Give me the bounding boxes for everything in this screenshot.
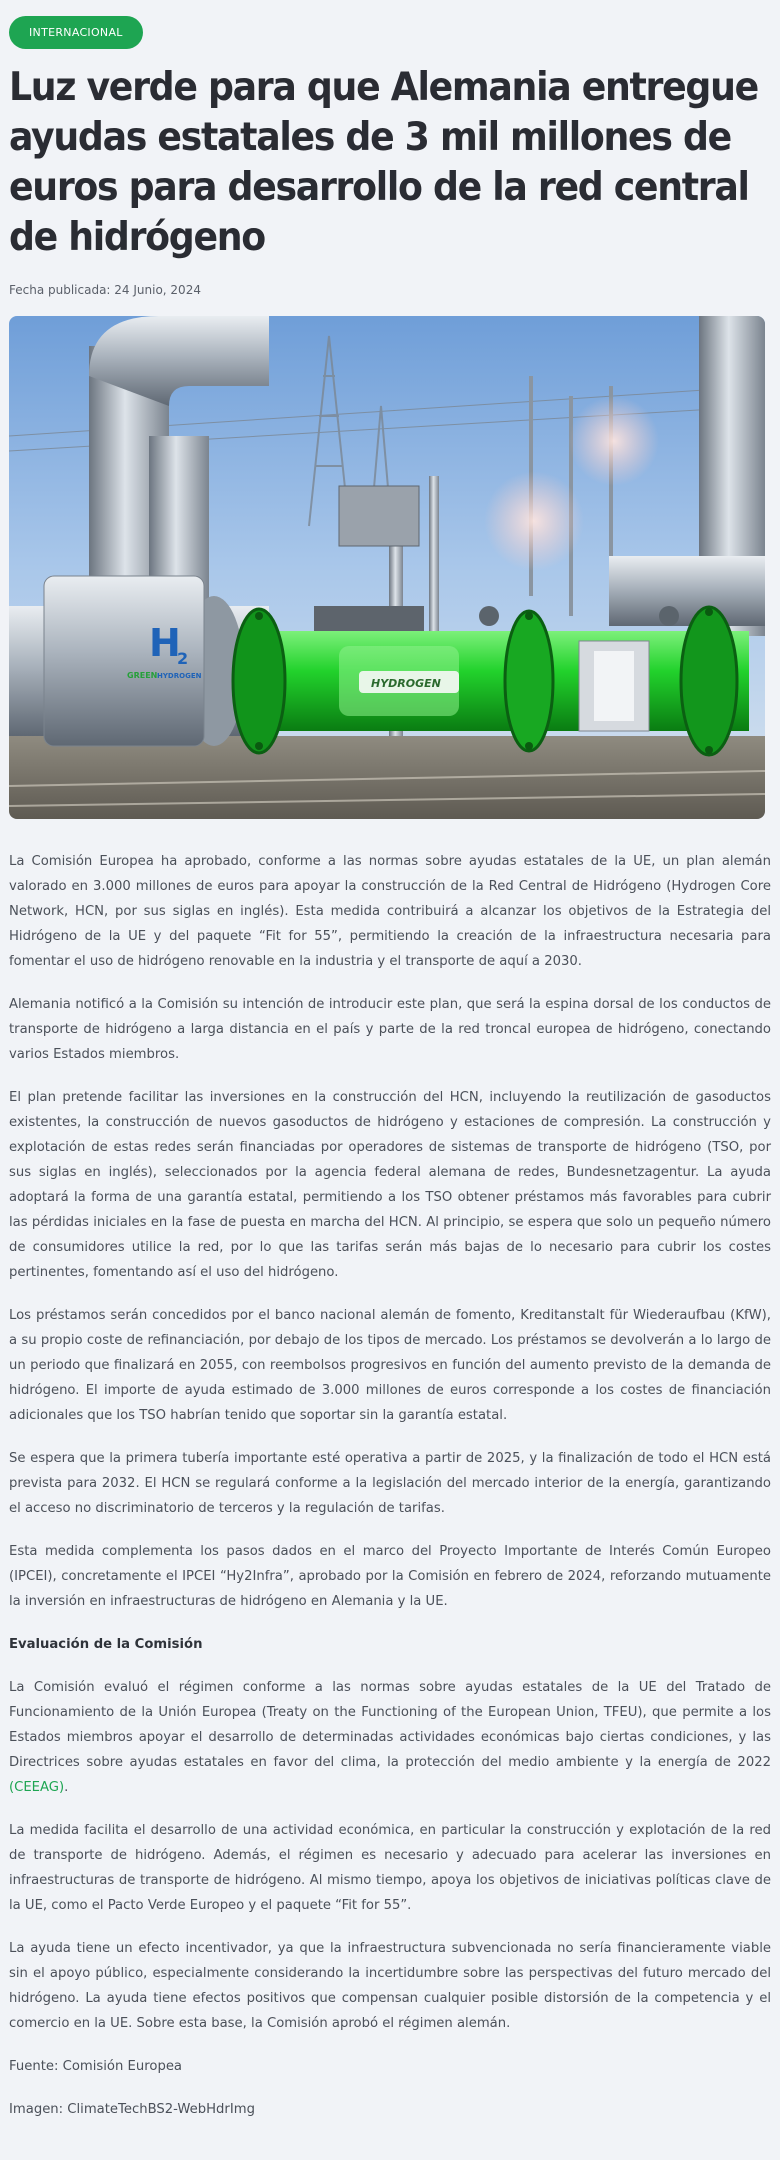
pipe-hydrogen-label: HYDROGEN [371,677,441,690]
paragraph-7-text: La Comisión evaluó el régimen conforme a las normas sobre ayudas estatales de la UE del Tratado de Funcionamiento de la Unión Europea (Treaty on the Functioning of the European Union, TFEU), que permite a los Estados miembros apoyar el desarrollo de determinadas actividades económicas bajo ciertas condiciones, y las Directrices sobre ayudas estatales en favor del clima, la protección del medio ambiente y la energía de 2022 [9,1680,771,1770]
paragraph-5: Se espera que la primera tubería importante esté operativa a partir de 2025, y la finalización de todo el HCN está prevista para 2032. El HCN se regulará conforme a la legislación del mercado interior de la energía, garantizando el acceso no discriminatorio de terceros y la regulación de tarifas. [9,1451,771,1516]
paragraph-8: La medida facilita el desarrollo de una actividad económica, en particular la construcción y explotación de la red de transporte de hidrógeno. Además, el régimen es necesario y adecuado para acelerar las inversiones en infraestructuras de transporte de hidrógeno. Al mismo tiempo, apoya los objetivos de iniciativas políticas clave de la UE, como el Pacto Verde Europeo y el paquete “Fit for 55”. [9,1823,771,1913]
article-title: Luz verde para que Alemania entregue ayudas estatales de 3 mil millones de euros para desarrollo de la red central de hidrógeno [9,65,758,260]
source-line: Fuente: Comisión Europea [9,2059,183,2074]
h2-logo-subscript: 2 [177,649,189,668]
h2-logo-text: H [149,621,181,665]
paragraph-2: Alemania notificó a la Comisión su intención de introducir este plan, que será la espina dorsal de los conductos de transporte de hidrógeno a larga distancia en el país y parte de la red troncal europea de hidrógeno, conectando varios Estados miembros. [9,997,771,1062]
paragraph-1: La Comisión Europea ha aprobado, conforme a las normas sobre ayudas estatales de la UE, un plan alemán valorado en 3.000 millones de euros para apoyar la construcción de la Red Central de Hidrógeno (Hydrogen Core Network, HCN, por sus siglas en inglés). Esta medida contribuirá a alcanzar los objetivos de la Estrategia del Hidrógeno de la UE y del paquete “Fit for 55”, permitiendo la creación de la infraestructura necesaria para fomentar el uso de hidrógeno renovable en la industria y el transporte de aquí a 2030. [9,854,771,969]
paragraph-3: El plan pretende facilitar las inversiones en la construcción del HCN, incluyendo la reutilización de gasoductos existentes, la construcción de nuevos gasoductos de hidrógeno y estaciones de compresión. La construcción y explotación de estas redes serán financiadas por operadores de sistemas de transporte de hidrógeno (TSO, por sus siglas en inglés), seleccionados por la agencia federal alemana de redes, Bundesnetzagentur. La ayuda adoptará la forma de una garantía estatal, permitiendo a los TSO obtener préstamos más favorables para cubrir las pérdidas iniciales en la fase de puesta en marcha del HCN. Al principio, se espera que solo un pequeño número de consumidores utilice la red, por lo que las tarifas serán más bajas de lo necesario para cubrir los costes pertinentes, fomentando así el uso del hidrógeno. [9,1090,771,1280]
paragraph-7-end: . [64,1780,69,1795]
image-credit: Imagen: ClimateTechBS2-WebHdrImg [9,2102,255,2117]
ceeag-link[interactable]: (CEEAG) [9,1780,65,1795]
publish-date: Fecha publicada: 24 Junio, 2024 [9,283,201,297]
paragraph-6: Esta medida complementa los pasos dados en el marco del Proyecto Importante de Interés Común Europeo (IPCEI), concretamente el IPCEI “Hy2Infra”, aprobado por la Comisión en febrero de 2024, reforzando mutuamente la inversión en infraestructuras de hidrógeno en Alemania y la UE. [9,1544,771,1609]
hydrogen-logo-label: HYDROGEN [157,672,202,680]
paragraph-9: La ayuda tiene un efecto incentivador, ya que la infraestructura subvencionada no sería financieramente viable sin el apoyo público, especialmente considerando la incertidumbre sobre las perspectivas del futuro mercado del hidrógeno. La ayuda tiene efectos positivos que compensan cualquier posible distorsión de la competencia y el comercio en la UE. Sobre esta base, la Comisión aprobó el régimen alemán. [9,1941,771,2031]
green-label: GREEN [127,671,158,680]
paragraph-4: Los préstamos serán concedidos por el banco nacional alemán de fomento, Kreditanstalt für Wiederaufbau (KfW), a su propio coste de refinanciación, por debajo de los tipos de mercado. Los préstamos se devolverán a lo largo de un periodo que finalizará en 2055, con reembolsos progresivos en función del aumento previsto de la demanda de hidrógeno. El importe de ayuda estimado de 3.000 millones de euros corresponde a los costes de financiación adicionales que los TSO habrían tenido que soportar sin la garantía estatal. [9,1308,771,1423]
hero-image [9,316,765,819]
section-heading: Evaluación de la Comisión [9,1637,203,1652]
category-badge[interactable]: INTERNACIONAL [9,16,143,49]
paragraph-7 [9,1675,771,1800]
